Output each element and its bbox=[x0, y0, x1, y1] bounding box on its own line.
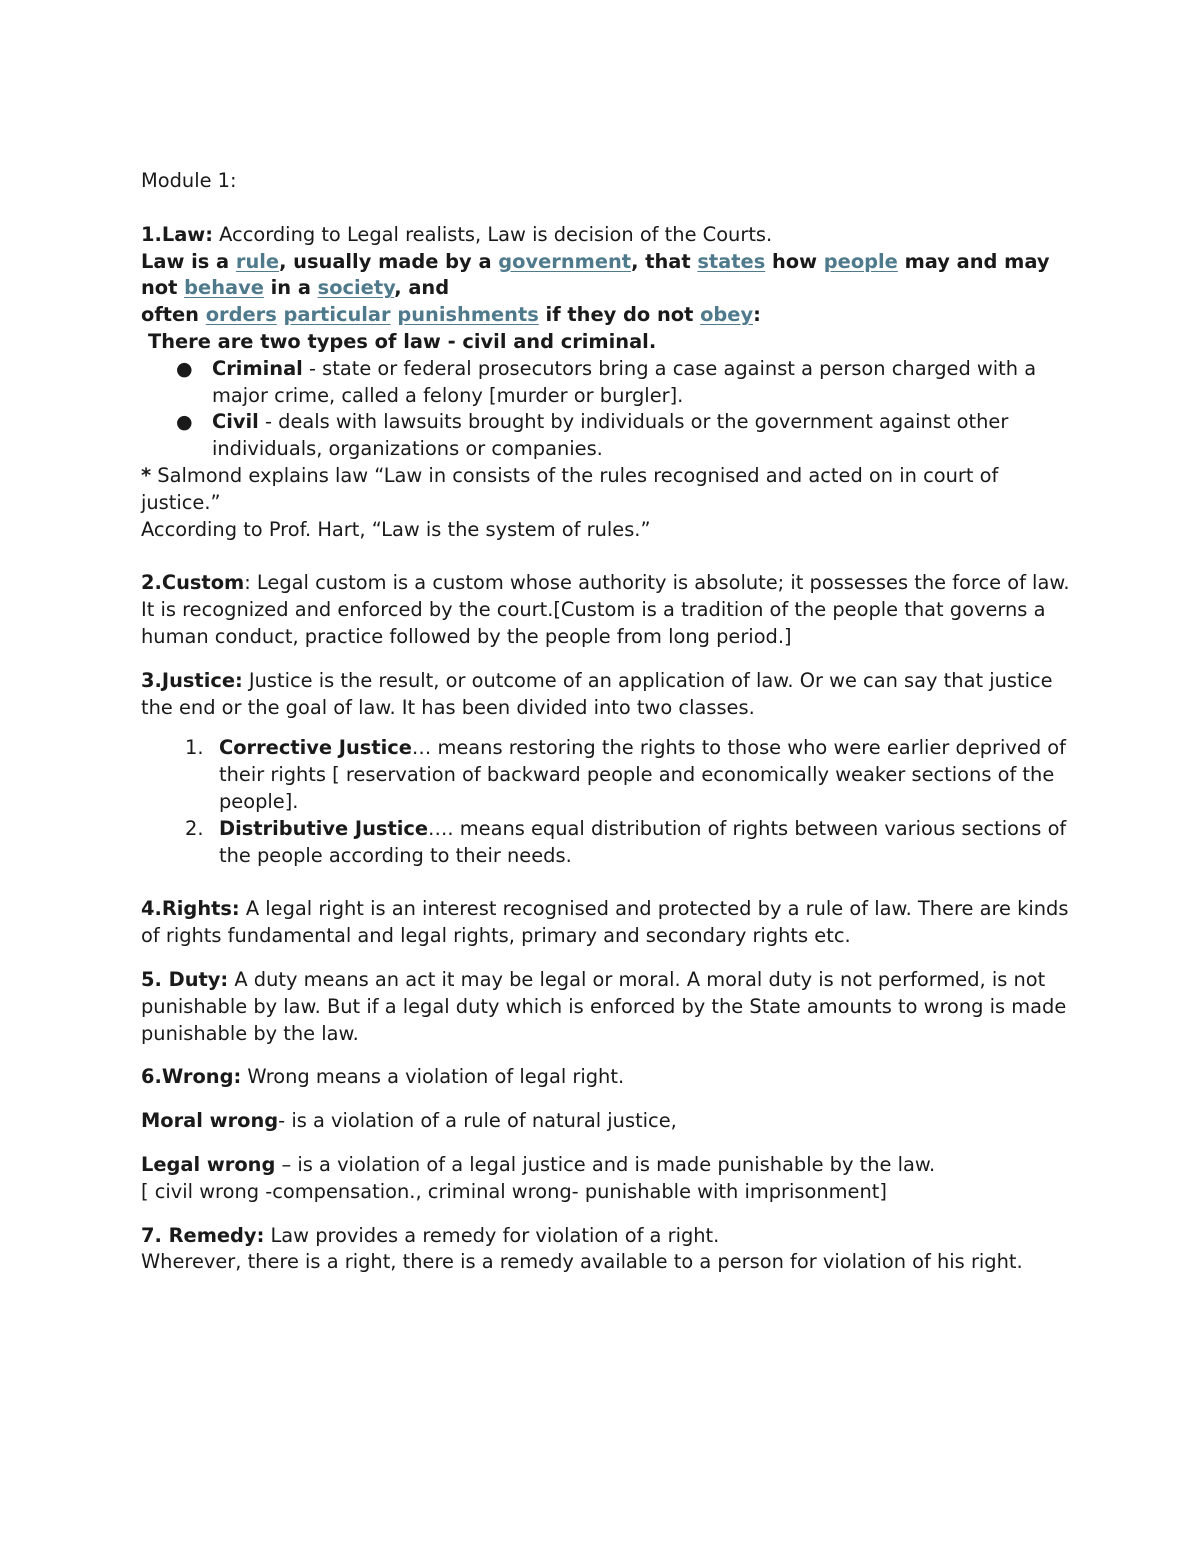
law-def-text: : bbox=[753, 303, 761, 327]
moral-wrong bbox=[141, 1108, 1071, 1135]
link-government[interactable]: government bbox=[498, 249, 632, 273]
link-behave[interactable]: behave bbox=[184, 276, 264, 300]
link-orders[interactable]: orders bbox=[205, 303, 277, 327]
legal-wrong-label: Legal wrong bbox=[141, 1152, 276, 1176]
justice-classes-list bbox=[141, 735, 1071, 869]
law-def-text: if they do not bbox=[538, 303, 701, 327]
remedy-label: 7. Remedy: bbox=[141, 1223, 265, 1247]
custom-section bbox=[141, 570, 1071, 650]
law-def-text: , usually made by a bbox=[279, 249, 499, 273]
justice-class-term: Distributive Justice bbox=[219, 816, 429, 840]
list-number: 1. bbox=[185, 736, 204, 760]
duty-text: A duty means an act it may be legal or moral. A moral duty is not performed, is not punishable by law. But if a legal duty which is enforced by the State amounts to wrong is made punishable by the law. bbox=[141, 967, 1067, 1045]
salmond-text: Salmond explains law “Law in consists of the rules recognised and acted on in court of justice.” bbox=[141, 463, 999, 514]
hart-text: According to Prof. Hart, “Law is the system of rules.” bbox=[141, 517, 651, 541]
law-types-text: There are two types of law - civil and criminal. bbox=[148, 329, 657, 353]
wrong-section bbox=[141, 1064, 1071, 1091]
remedy-text: Law provides a remedy for violation of a right. bbox=[264, 1223, 720, 1247]
list-item bbox=[141, 409, 1071, 463]
link-society[interactable]: society bbox=[317, 276, 395, 300]
law-types-line bbox=[141, 329, 1071, 356]
law-type-term: Criminal bbox=[212, 356, 303, 380]
list-number: 2. bbox=[185, 816, 204, 840]
rights-text: A legal right is an interest recognised and protected by a rule of law. There are kinds of rights fundamental and legal rights, primary and secondary rights etc. bbox=[141, 897, 1069, 948]
justice-class-term: Corrective Justice bbox=[219, 736, 412, 760]
remedy-text-2: Wherever, there is a right, there is a remedy available to a person for violation of his right. bbox=[141, 1250, 1023, 1274]
remedy-cont bbox=[141, 1249, 1071, 1276]
list-item bbox=[141, 356, 1071, 410]
document-body bbox=[141, 168, 1071, 1276]
justice-class-desc: … means restoring the rights to those who were earlier deprived of their rights [ reservation of backward people and economically weaker sections of the people]. bbox=[219, 736, 1066, 813]
salmond-quote bbox=[141, 463, 1071, 517]
custom-label: 2.Custom bbox=[141, 571, 245, 595]
list-item bbox=[141, 735, 1071, 815]
law-types-list bbox=[141, 356, 1071, 463]
wrong-bracket-note bbox=[141, 1179, 1071, 1206]
custom-text: : Legal custom is a custom whose authority is absolute; it possesses the force of law. It is recognized and enforced by the court.[Custom is a tradition of the people that governs a human conduct, practice followed by the people from long period.] bbox=[141, 571, 1070, 648]
law-def-text: may and may not bbox=[141, 249, 1050, 300]
asterisk: * bbox=[141, 463, 152, 487]
link-states[interactable]: states bbox=[697, 249, 766, 273]
law-def-text: , that bbox=[631, 249, 698, 273]
hart-quote bbox=[141, 517, 1071, 544]
rights-label: 4.Rights: bbox=[141, 897, 240, 921]
law-intro-text: According to Legal realists, Law is decision of the Courts. bbox=[212, 222, 773, 246]
link-obey[interactable]: obey bbox=[700, 303, 754, 327]
law-type-term: Civil bbox=[212, 410, 259, 434]
module-heading-text: Module 1: bbox=[141, 169, 237, 192]
bullet-icon: ● bbox=[176, 357, 193, 380]
law-def-text: Law is a bbox=[141, 249, 236, 273]
legal-wrong-text: – is a violation of a legal justice and is made punishable by the law. bbox=[275, 1152, 936, 1176]
law-definition bbox=[141, 249, 1071, 303]
duty-label: 5. Duty: bbox=[141, 967, 229, 991]
law-definition-cont bbox=[141, 302, 1071, 329]
link-punishments[interactable]: punishments bbox=[397, 303, 539, 327]
law-def-text: often bbox=[141, 303, 206, 327]
list-item bbox=[141, 816, 1071, 870]
rights-section bbox=[141, 896, 1071, 950]
law-label: 1.Law: bbox=[141, 222, 213, 246]
law-type-desc: - deals with lawsuits brought by individuals or the government against other individuals, organizations or companies. bbox=[212, 410, 1009, 461]
justice-text: Justice is the result, or outcome of an application of law. Or we can say that justice the end or the goal of law. It has been divided into two classes. bbox=[141, 668, 1053, 719]
link-rule[interactable]: rule bbox=[235, 249, 280, 273]
law-def-text: , and bbox=[394, 276, 450, 300]
remedy-section bbox=[141, 1223, 1071, 1250]
moral-wrong-label: Moral wrong bbox=[141, 1109, 279, 1133]
wrong-text: Wrong means a violation of legal right. bbox=[241, 1065, 625, 1089]
justice-section bbox=[141, 668, 1071, 722]
duty-section bbox=[141, 967, 1071, 1047]
law-def-text: in a bbox=[263, 276, 318, 300]
wrong-label: 6.Wrong: bbox=[141, 1065, 242, 1089]
law-type-desc: - state or federal prosecutors bring a case against a person charged with a major crime, called a felony [murder or burgler]. bbox=[212, 356, 1037, 407]
wrong-bracket-text: [ civil wrong -compensation., criminal wrong- punishable with imprisonment] bbox=[141, 1179, 887, 1203]
link-people[interactable]: people bbox=[823, 249, 898, 273]
law-def-text: how bbox=[765, 249, 824, 273]
justice-class-desc: …. means equal distribution of rights between various sections of the people according to their needs. bbox=[219, 816, 1067, 867]
law-intro bbox=[141, 222, 1071, 249]
legal-wrong bbox=[141, 1152, 1071, 1179]
justice-label: 3.Justice: bbox=[141, 668, 243, 692]
moral-wrong-text: - is a violation of a rule of natural justice, bbox=[278, 1109, 677, 1133]
bullet-icon: ● bbox=[176, 411, 193, 434]
module-heading bbox=[141, 168, 1071, 195]
link-particular[interactable]: particular bbox=[283, 303, 391, 327]
